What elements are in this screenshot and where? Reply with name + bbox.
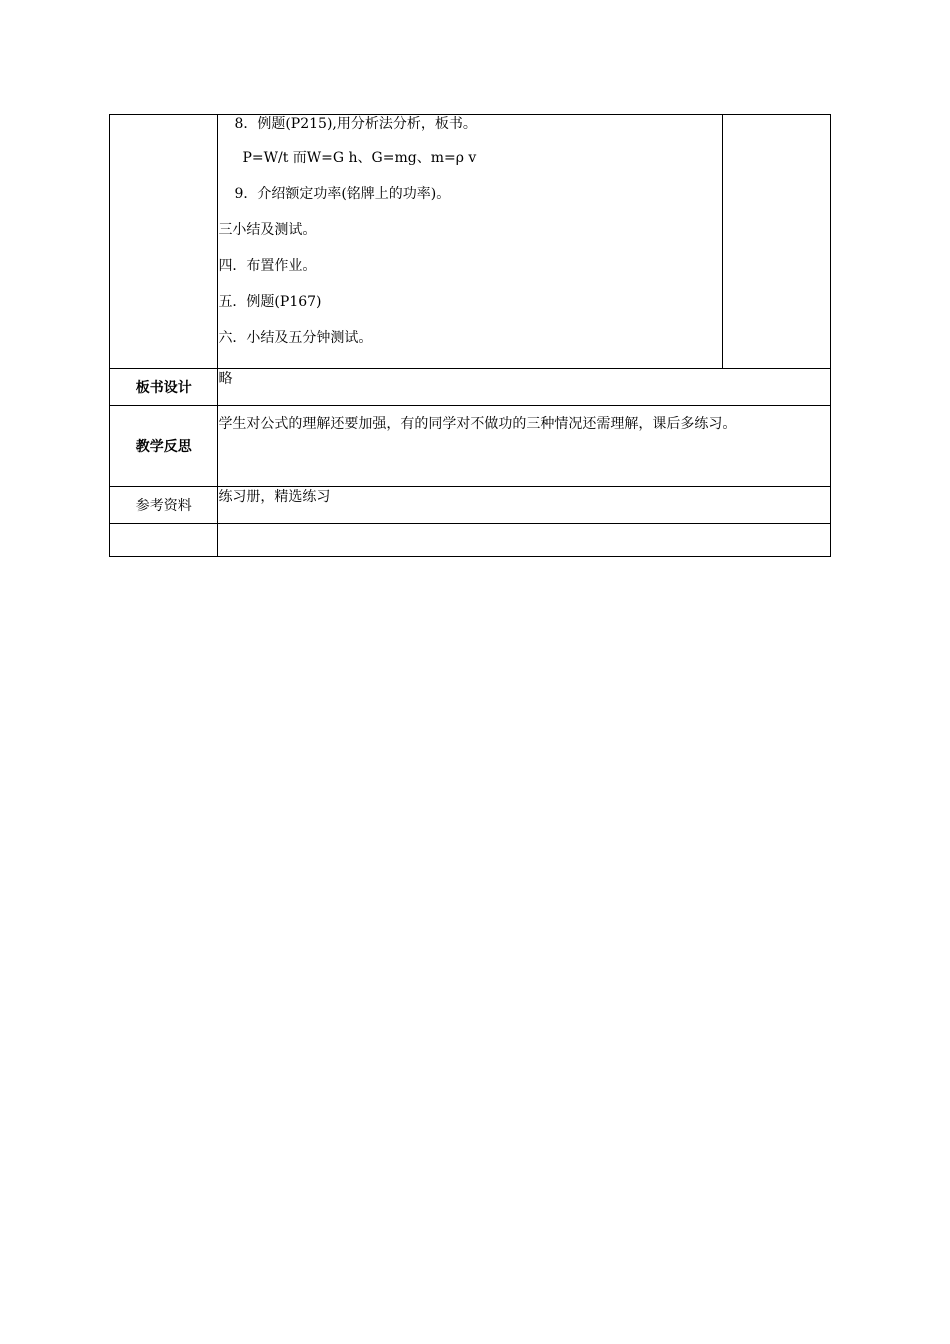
reflection-row — [110, 406, 831, 487]
formula-text: P=W/t 而W=G h、G=mg、m=ρ v — [242, 150, 477, 166]
process-line — [218, 114, 721, 148]
process-line-text: 三小结及测试。 — [218, 222, 317, 238]
process-row — [110, 115, 831, 369]
process-line-text: 9．介绍额定功率(铭牌上的功率)。 — [234, 186, 451, 202]
process-line — [218, 328, 721, 348]
lesson-plan-table — [109, 114, 831, 557]
process-line — [218, 256, 721, 292]
references-row — [110, 487, 831, 524]
process-line-text: 8．例题(P215),用分析法分析，板书。 — [234, 116, 477, 132]
reflection-label: 教学反思 — [110, 406, 218, 487]
board-design-label: 板书设计 — [110, 369, 218, 406]
process-line — [218, 184, 721, 220]
process-line-text: 六．小结及五分钟测试。 — [218, 330, 373, 346]
process-content-cell — [218, 115, 722, 369]
process-line — [218, 220, 721, 256]
process-line-text: 五．例题(P167) — [218, 294, 322, 310]
process-line — [218, 148, 721, 184]
references-label: 参考资料 — [110, 487, 218, 524]
references-content: 练习册，精选练习 — [218, 487, 831, 524]
board-design-content: 略 — [218, 369, 831, 406]
empty-row — [110, 524, 831, 557]
notes-cell — [722, 115, 830, 369]
empty-content — [218, 524, 831, 557]
process-label-cell — [110, 115, 218, 369]
process-line — [218, 292, 721, 328]
empty-label — [110, 524, 218, 557]
reflection-content: 学生对公式的理解还要加强，有的同学对不做功的三种情况还需理解，课后多练习。 — [218, 406, 831, 487]
process-line-text: 四．布置作业。 — [218, 258, 317, 274]
board-design-row — [110, 369, 831, 406]
